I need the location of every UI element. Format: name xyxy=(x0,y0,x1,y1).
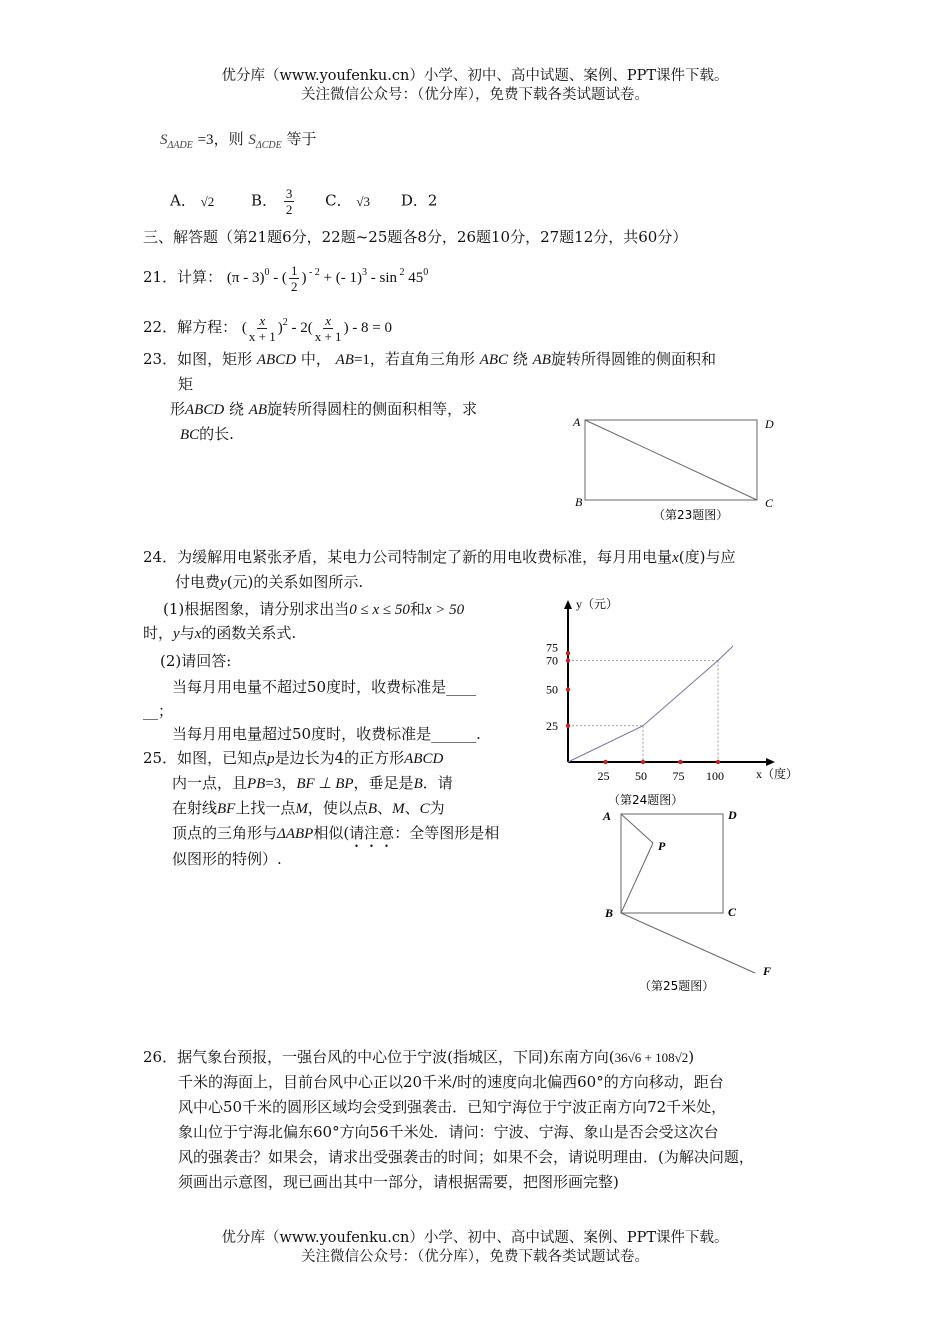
point-a-label: A xyxy=(573,415,581,429)
q24-part2-line1b: __； xyxy=(143,702,174,720)
x-tick-label: 100 xyxy=(706,769,724,783)
q20-stem xyxy=(160,128,317,157)
q21-label: 21．计算： xyxy=(143,268,223,286)
segment-ap xyxy=(621,814,653,843)
series-segment-0-1 xyxy=(643,661,718,726)
q26-line3: 风中心50千米的圆形区域均会受到强袭击．已知宁海位于宁波正南方向72千米处， xyxy=(178,1098,727,1116)
chart-guides xyxy=(568,661,718,763)
q25-line4: 顶点的三角形与ΔABP相似(请注意：全等图形是相 xyxy=(172,824,500,842)
q24-line2: 付电费y(元)的关系如图所示. xyxy=(175,573,364,591)
q26-line2: 千米的海面上，目前台风中心正以20千米/时的速度向北偏西60°的方向移动，距台 xyxy=(178,1073,724,1091)
option-d: D．2 xyxy=(400,191,438,210)
diagonal-ac xyxy=(585,420,757,500)
then-text: ，则 xyxy=(213,130,244,148)
q22-label: 22．解方程： xyxy=(143,318,238,336)
q24-caption: （第24题图） xyxy=(608,793,684,807)
x-tick-mark xyxy=(678,760,682,764)
q25-line3: 在射线BF上找一点M，使以点B、M、C为 xyxy=(172,799,445,817)
x-tick-mark xyxy=(603,760,607,764)
square-abcd xyxy=(621,814,723,913)
page-footer-line1: 优分库（www.youfenku.cn）小学、初中、高中试题、案例、PPT课件下载。 xyxy=(221,1230,729,1246)
q23-line4: BC的长. xyxy=(180,425,234,443)
point-b-label: B xyxy=(575,495,583,509)
q23-line1: 23．如图，矩形 ABCD 中， AB=1，若直角三角形 ABC 绕 AB旋转所得圆锥的侧面积和 xyxy=(143,350,716,368)
x-tick-label: 50 xyxy=(635,769,647,783)
y-axis-arrow xyxy=(564,600,572,609)
y-tick-label: 50 xyxy=(546,682,558,697)
q26-line1: 26．据气象台预报，一强台风的中心位于宁波(指城区，下同)东南方向(36√6 + 108√2) xyxy=(143,1048,695,1066)
y-tick-mark xyxy=(566,651,570,655)
series-segment-0-0 xyxy=(568,726,643,762)
q20-options xyxy=(170,186,437,217)
q25-line5: 似图形的特例）. xyxy=(172,850,282,868)
segment-pb xyxy=(621,843,653,913)
x-tick-mark xyxy=(716,760,720,764)
point-p-label: P xyxy=(658,839,666,853)
q24-line1: 24．为缓解用电紧张矛盾，某电力公司特制定了新的用电收费标准，每月用电量x(度)与应 xyxy=(143,548,736,566)
chart-axes xyxy=(564,600,775,766)
y-tick-mark xyxy=(566,687,570,691)
y-tick-label: 70 xyxy=(546,653,558,668)
point-a-label: A xyxy=(603,809,612,823)
s-cde: $S_{\Delta CDE}$ xyxy=(248,132,282,151)
option-a-label: A． xyxy=(170,191,196,210)
q22 xyxy=(143,312,392,344)
chart-x-label: x（度） xyxy=(756,767,799,781)
ray-bf xyxy=(621,913,755,973)
point-c-label: C xyxy=(765,496,774,510)
s-ade: $S_{\Delta ADE}$ xyxy=(160,132,193,151)
q25-figure xyxy=(595,803,790,998)
q21-expression: (π - 3)$^0$ - ( $\frac{1}{2}$ ) $^{- 2}$ + (- 1)$^3$ - sin $^2$ $45^0$ xyxy=(226,263,429,295)
section-3-title: 三、解答题（第21题6分，22题~25题各8分，26题10分，27题12分，共60分） xyxy=(143,228,688,246)
y-tick-label: 75 xyxy=(546,640,558,655)
q25-line1: 25．如图，已知点p是边长为4的正方形ABCD xyxy=(143,749,444,767)
chart-y-label: y（元） xyxy=(576,597,619,611)
q25-caption: （第25题图） xyxy=(639,979,715,993)
y-tick-mark xyxy=(566,724,570,728)
chart-series xyxy=(568,646,733,762)
q25-line2: 内一点，且PB=3，BF ⊥ BP，垂足是B．请 xyxy=(172,774,453,792)
point-c-label: C xyxy=(728,905,737,919)
q26-line5: 风的强袭击？如果会，请求出受强袭击的时间；如果不会，请说明理由．(为解决问题， xyxy=(178,1148,754,1166)
page-header-line2: 关注微信公众号：（优分库），免费下载各类试题试卷。 xyxy=(301,87,649,103)
q23-line2: 矩 xyxy=(178,375,194,393)
equals-text: 等于 xyxy=(286,130,317,148)
q23-line3: 形ABCD 绕 AB旋转所得圆柱的侧面积相等，求 xyxy=(170,400,478,418)
s-ade-value: =3 xyxy=(197,132,214,148)
y-tick-mark xyxy=(566,658,570,662)
point-b-label: B xyxy=(605,906,614,920)
q26-line4: 象山位于宁海北偏东60°方向56千米处．请问：宁波、宁海、象山是否会受这次台 xyxy=(178,1123,719,1141)
option-a-value: √2 xyxy=(200,193,215,209)
q22-equation: ( $\frac{x}{x + 1}$ )$^2$ - 2( $\frac{x}{x + 1}$ ) - 8 = 0 xyxy=(241,313,393,345)
point-f-label: F xyxy=(763,964,772,978)
x-tick-label: 75 xyxy=(672,769,685,783)
q23-figure xyxy=(565,412,785,524)
option-b-label: B． xyxy=(251,191,278,210)
x-tick-label: 25 xyxy=(597,769,610,783)
q26-line6: 须画出示意图，现已画出其中一部分，请根据需要，把图形画完整) xyxy=(178,1173,619,1191)
q21 xyxy=(143,262,428,294)
point-d-label: D xyxy=(728,808,737,822)
q23-caption: （第23题图） xyxy=(653,508,729,522)
q24-part1: (1)根据图象，请分别求出当0 ≤ x ≤ 50和x > 50 xyxy=(163,600,465,618)
x-axis-arrow xyxy=(766,758,775,766)
q24-part2-line1: 当每月用电量不超过50度时，收费标准是____ xyxy=(172,678,477,696)
q24-part2-line2: 当每月用电量超过50度时，收费标准是______. xyxy=(172,725,481,743)
y-tick-label: 25 xyxy=(546,718,558,733)
q24-part2: (2)请回答: xyxy=(160,652,232,670)
x-tick-mark xyxy=(641,760,645,764)
page-footer-line2: 关注微信公众号：（优分库），免费下载各类试题试卷。 xyxy=(301,1249,649,1265)
series-segment-0-2 xyxy=(718,646,733,661)
option-c-label: C． xyxy=(325,191,352,210)
point-d-label: D xyxy=(765,417,774,431)
q24-chart xyxy=(540,592,800,817)
q24-part1-b: 时，y与x的函数关系式. xyxy=(143,624,297,642)
option-b-fraction: $\frac{3}{2}$ xyxy=(285,186,293,217)
page-header-line1: 优分库（www.youfenku.cn）小学、初中、高中试题、案例、PPT课件下载。 xyxy=(221,68,729,84)
option-c-value: √3 xyxy=(356,193,371,209)
